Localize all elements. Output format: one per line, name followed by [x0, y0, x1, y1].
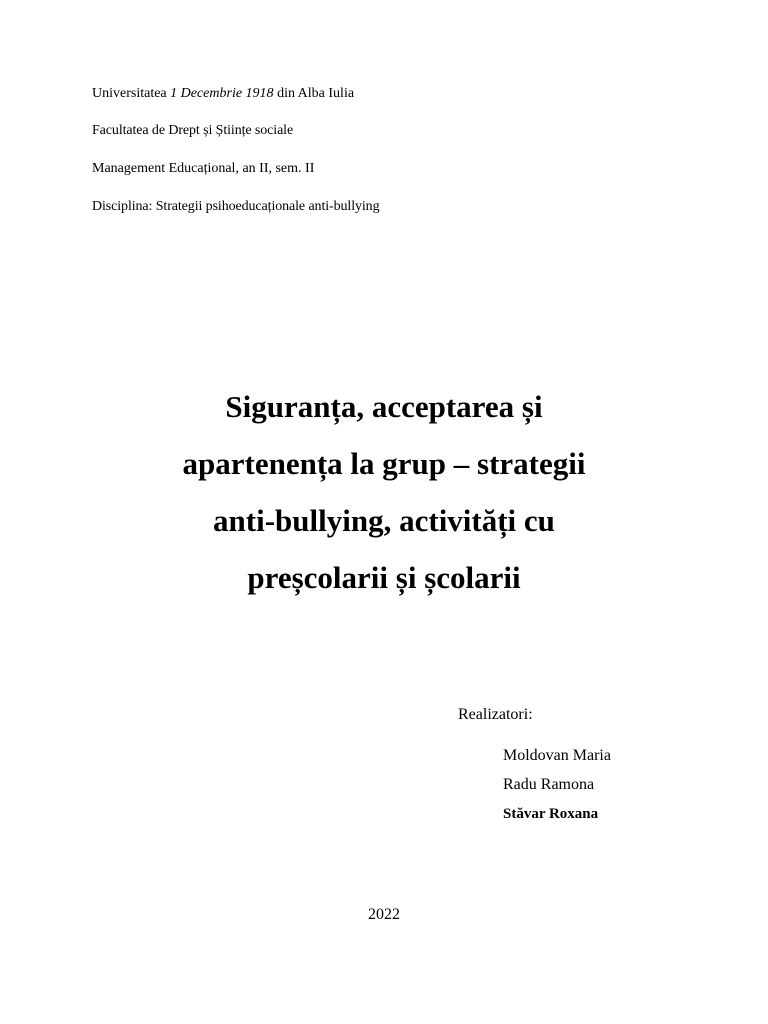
discipline-line: Disciplina: Strategii psihoeducaționale anti-bullying [92, 199, 380, 214]
university-suffix: din Alba Iulia [273, 86, 355, 101]
university-line [92, 85, 354, 103]
title-line-4: preșcolarii și școlarii [247, 560, 521, 595]
faculty-line: Facultatea de Drept și Științe sociale [92, 123, 294, 138]
title-line-1: Siguranța, acceptarea și [225, 389, 543, 424]
author-name-2: Radu Ramona [503, 776, 595, 793]
title-line-2: apartenența la grup – strategii [182, 446, 586, 481]
author-name-3: Stăvar Roxana [503, 806, 599, 822]
university-italic: 1 Decembrie 1918 [170, 86, 274, 101]
author-name-1: Moldovan Maria [503, 747, 611, 764]
document-title [0, 378, 768, 606]
document-year: 2022 [368, 906, 400, 923]
title-line-3: anti-bullying, activități cu [213, 503, 555, 538]
authors-label: Realizatori: [458, 706, 533, 723]
university-prefix: Universitatea [92, 86, 171, 101]
program-line: Management Educațional, an II, sem. II [92, 161, 315, 176]
